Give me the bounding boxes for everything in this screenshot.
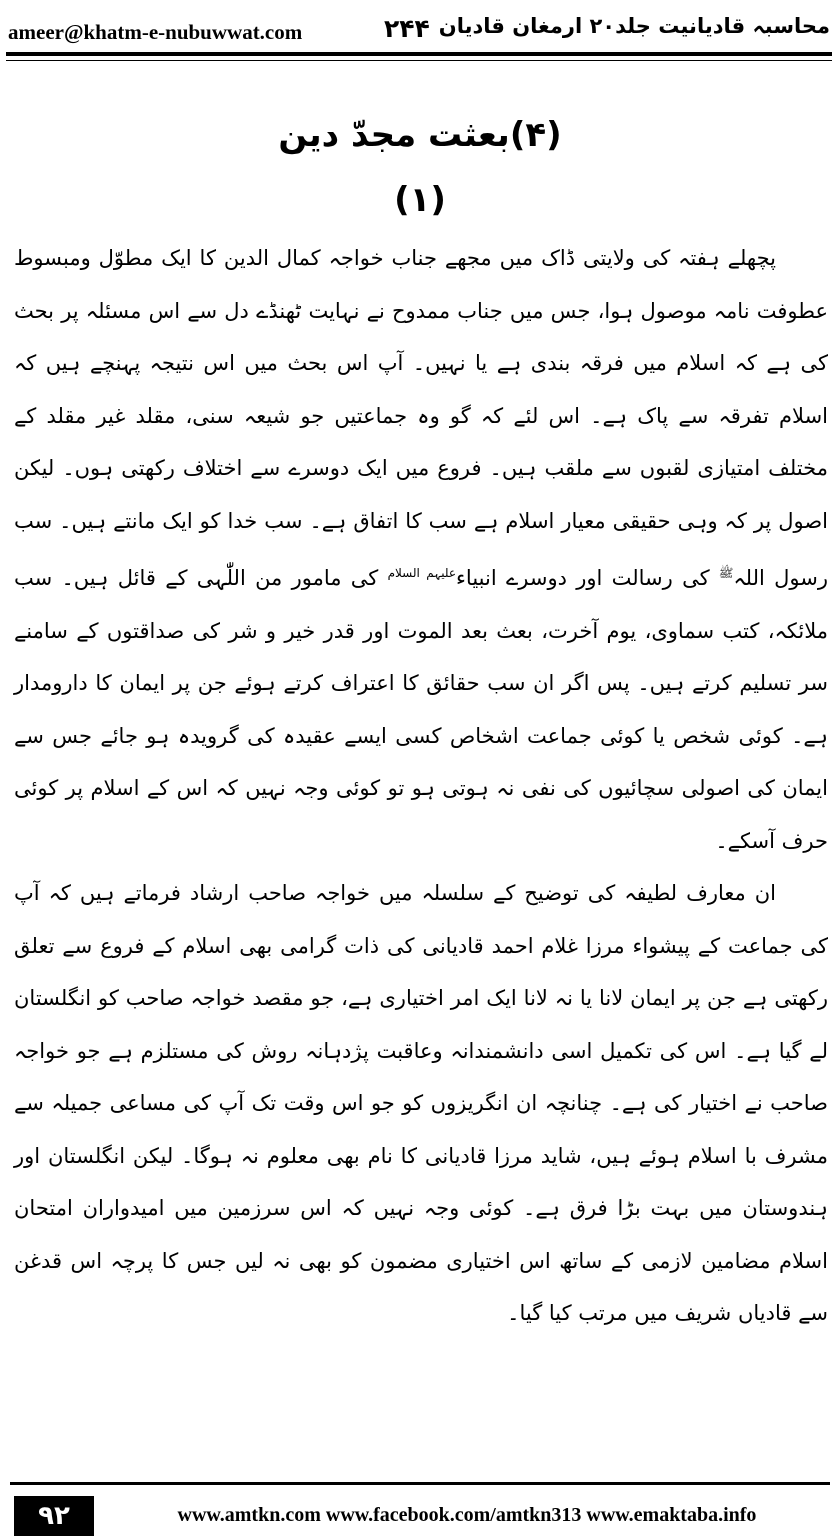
paragraph-2 xyxy=(14,867,828,1340)
paragraph-2-text: ان معارف لطیفہ کی توضیح کے سلسلہ میں خواجہ صاحب ارشاد فرماتے ہیں کہ آپ کی جماعت کے پیشواء مرزا غلام احمد قادیانی کی ذات گرامی بھی اسلام کے فروع سے تعلق رکھتی ہے جن پر ایمان لانا یا نہ لانا ایک امر اختیاری ہے، جو مقصد خواجہ صاحب کو انگلستان لے گیا ہے۔ اس کی تکمیل اسی دانشمندانہ وعاقبت پژدہانہ روش کی مستلزم ہے جو خواجہ صاحب نے اختیار کی ہے۔ چنانچہ ان انگریزوں کو جو اس وقت تک آپ کی مساعی جمیلہ سے مشرف با اسلام ہوئے ہیں، شاید مرزا قادیانی کا نام بھی معلوم نہ ہوگا۔ لیکن انگلستان اور ہندوستان میں بہت بڑا فرق ہے۔ کوئی وجہ نہیں کہ اس سرزمین میں امیدواران امتحان اسلام مضامین لازمی کے ساتھ اس اختیاری مضمون کو بھی نہ لیں جس کا پرچہ اس قدغن سے قادیاں شریف میں مرتب کیا گیا۔ xyxy=(14,881,828,1325)
paragraph-1 xyxy=(14,232,828,867)
header-rule-thick xyxy=(6,52,832,56)
paragraph-1-text-c: کی مامور من اللّٰہی کے قائل ہیں۔ سب ملائکہ، کتب سماوی، یوم آخرت، بعث بعد الموت اور قدر خیر و شر کی صداقتوں کے سامنے سر تسلیم کرتے ہیں۔ پس اگر ان سب حقائق کا اعتراف کرتے ہوئے جن پر ایمان کا دارومدار ہے۔ کوئی شخص یا کوئی جماعت اشخاص کسی ایسے عقیدہ کی گرویدہ ہو جائے جس سے ایمان کی اصولی سچائیوں کی نفی نہ ہوتی ہو تو کوئی وجہ نہیں کہ اس کے اسلام پر کوئی حرف آسکے۔ xyxy=(14,566,828,853)
paragraph-1-text-b: کی رسالت اور دوسرے انبیاء xyxy=(456,566,719,590)
page-header xyxy=(0,0,840,56)
body-text xyxy=(14,232,828,1340)
header-book-title: محاسبہ قادیانیت جلد۲۰ ارمغان قادیان xyxy=(438,14,830,38)
header-email: ameer@khatm-e-nubuwwat.com xyxy=(8,20,303,44)
section-number: (۱) xyxy=(394,180,446,220)
page-footer xyxy=(0,1482,840,1540)
footer-links: www.amtkn.com www.facebook.com/amtkn313 www.emaktaba.info xyxy=(177,1504,757,1526)
footer-rule xyxy=(10,1482,830,1485)
chapter-title: (۴)بعثت مجدّ دین xyxy=(278,115,562,155)
footer-page-number: ۹۲ xyxy=(14,1496,94,1536)
honorific-alaihim: علیہم السلام xyxy=(387,566,457,580)
header-rule-thin xyxy=(6,60,832,61)
honorific-salutation: ﷺ xyxy=(718,566,734,580)
header-page-number: ۲۴۴ xyxy=(384,14,430,43)
paragraph-1-text-a: پچھلے ہفتہ کی ولایتی ڈاک میں مجھے جناب خواجہ کمال الدین کا ایک مطوّل ومبسوط عطوفت نامہ موصول ہوا، جس میں جناب ممدوح نے نہایت ٹھنڈے دل سے اس مسئلہ پر بحث کی ہے کہ اسلام میں فرقہ بندی ہے یا نہیں۔ آپ اس بحث میں اس نتیجہ پہنچے ہیں کہ اسلام تفرقہ سے پاک ہے۔ اس لئے کہ گو وہ جماعتیں جو شیعہ سنی، مقلد غیر مقلد کے مختلف امتیازی لقبوں سے ملقب ہیں۔ فروع میں ایک دوسرے سے اختلاف رکھتی ہوں۔ لیکن اصول پر کہ وہی حقیقی معیار اسلام ہے سب کا اتفاق ہے۔ سب خدا کو ایک مانتے ہیں۔ سب رسول اللہ xyxy=(14,246,828,590)
